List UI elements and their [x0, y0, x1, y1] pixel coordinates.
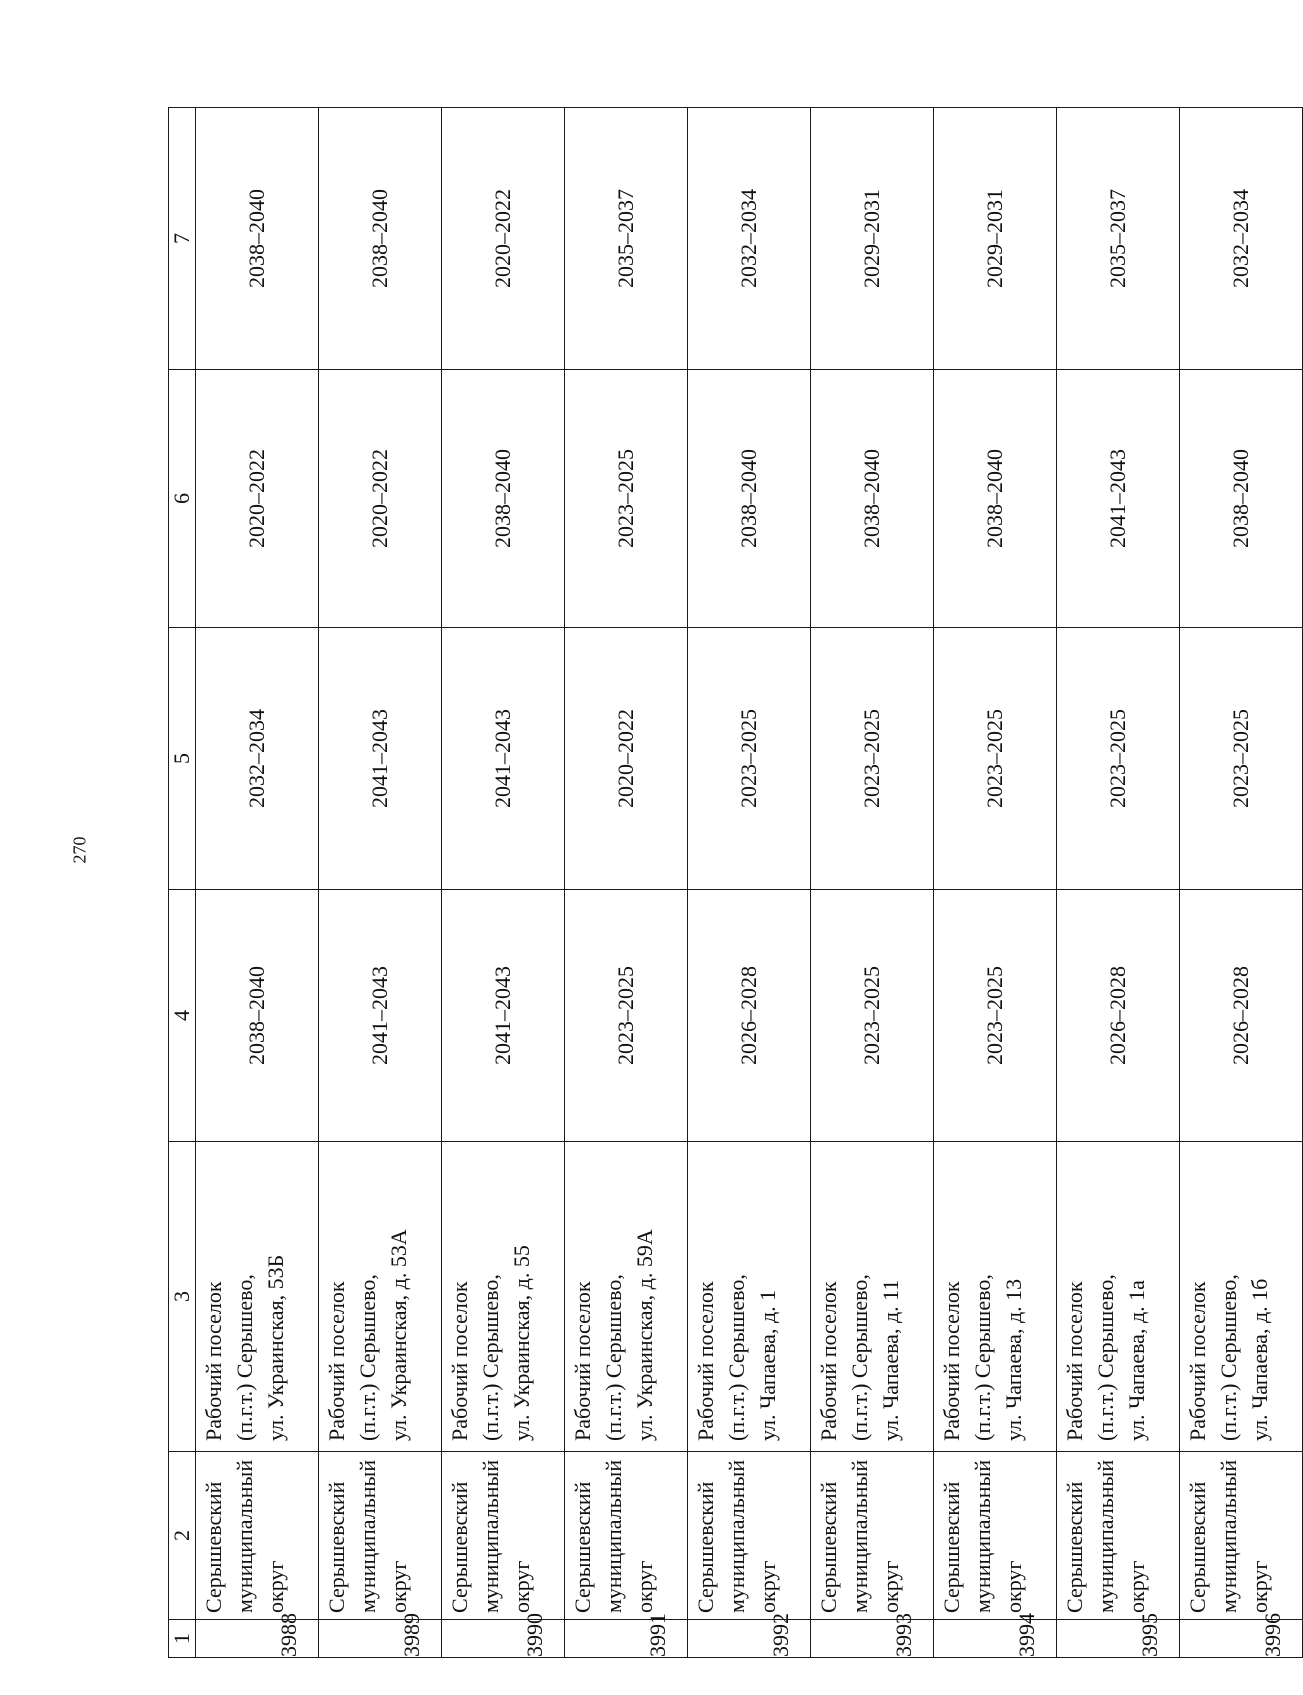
address-line: ул. Чапаева, д. 1: [755, 1289, 780, 1441]
period-cell-c6: 2020–2022: [319, 370, 442, 628]
address-cell: [934, 1142, 1057, 1452]
period-cell-c4: 2023–2025: [934, 890, 1057, 1142]
row-number-cell: 3993: [811, 1620, 934, 1658]
district-line: Серышевский: [447, 1481, 472, 1613]
address-cell: [1057, 1142, 1180, 1452]
district-line: Серышевский: [693, 1481, 718, 1613]
period-cell-c7: 2020–2022: [442, 108, 565, 370]
district-cell: [688, 1452, 811, 1620]
address-cell: [811, 1142, 934, 1452]
district-line: муниципальный: [355, 1459, 380, 1613]
district-cell: [811, 1452, 934, 1620]
period-cell-c4: 2026–2028: [688, 890, 811, 1142]
district-line: Серышевский: [1062, 1481, 1087, 1613]
address-line: ул. Украинская, д. 55: [509, 1245, 534, 1441]
period-cell-c6: 2020–2022: [196, 370, 319, 628]
period-cell-c6: 2038–2040: [811, 370, 934, 628]
period-cell-c4: 2041–2043: [442, 890, 565, 1142]
address-line: Рабочий поселок: [570, 1281, 595, 1441]
district-line: округ: [1247, 1560, 1272, 1613]
district-cell: [319, 1452, 442, 1620]
period-cell-c6: 2038–2040: [1180, 370, 1303, 628]
address-cell: [319, 1142, 442, 1452]
district-line: округ: [509, 1560, 534, 1613]
period-cell-c5: 2041–2043: [319, 628, 442, 890]
address-line: ул. Чапаева, д. 1а: [1124, 1280, 1149, 1441]
district-cell: [934, 1452, 1057, 1620]
row-number-cell: 3994: [934, 1620, 1057, 1658]
row-number-cell: 3989: [319, 1620, 442, 1658]
row-number-cell: 3990: [442, 1620, 565, 1658]
period-cell-c5: 2023–2025: [811, 628, 934, 890]
period-cell-c4: 2026–2028: [1057, 890, 1180, 1142]
period-cell-c4: 2026–2028: [1180, 890, 1303, 1142]
rotated-page-area: [168, 108, 1285, 1658]
period-cell-c5: 2020–2022: [565, 628, 688, 890]
schedule-table: [168, 107, 1303, 1658]
address-line: ул. Украинская, д. 53А: [386, 1229, 411, 1441]
district-line: Серышевский: [816, 1481, 841, 1613]
district-line: округ: [632, 1560, 657, 1613]
row-number-cell: 3996: [1180, 1620, 1303, 1658]
period-cell-c7: 2032–2034: [1180, 108, 1303, 370]
district-line: муниципальный: [1093, 1459, 1118, 1613]
address-line: Рабочий поселок: [939, 1281, 964, 1441]
district-line: муниципальный: [847, 1459, 872, 1613]
period-cell-c7: 2038–2040: [319, 108, 442, 370]
district-line: Серышевский: [1185, 1481, 1210, 1613]
district-line: округ: [755, 1560, 780, 1613]
district-line: Серышевский: [324, 1481, 349, 1613]
header-row: [169, 108, 196, 1658]
address-line: (п.г.т.) Серышево,: [847, 1274, 872, 1441]
period-cell-c5: 2023–2025: [1180, 628, 1303, 890]
header-cell-1: 1: [169, 1620, 196, 1658]
table-row: [934, 108, 1057, 1658]
address-cell: [196, 1142, 319, 1452]
address-line: Рабочий поселок: [201, 1281, 226, 1441]
district-line: муниципальный: [478, 1459, 503, 1613]
district-cell: [1057, 1452, 1180, 1620]
address-line: (п.г.т.) Серышево,: [1093, 1274, 1118, 1441]
period-cell-c6: 2023–2025: [565, 370, 688, 628]
district-line: муниципальный: [232, 1459, 257, 1613]
period-cell-c7: 2029–2031: [811, 108, 934, 370]
row-number-cell: 3991: [565, 1620, 688, 1658]
table-row: [319, 108, 442, 1658]
district-line: округ: [386, 1560, 411, 1613]
table-body: [196, 108, 1303, 1658]
address-line: (п.г.т.) Серышево,: [1216, 1274, 1241, 1441]
address-line: (п.г.т.) Серышево,: [970, 1274, 995, 1441]
district-line: округ: [878, 1560, 903, 1613]
district-line: муниципальный: [1216, 1459, 1241, 1613]
district-line: муниципальный: [970, 1459, 995, 1613]
table-row: [196, 108, 319, 1658]
period-cell-c5: 2023–2025: [688, 628, 811, 890]
district-line: муниципальный: [724, 1459, 749, 1613]
period-cell-c7: 2035–2037: [565, 108, 688, 370]
district-cell: [196, 1452, 319, 1620]
period-cell-c7: 2029–2031: [934, 108, 1057, 370]
header-cell-7: 7: [169, 108, 196, 370]
table-row: [442, 108, 565, 1658]
district-line: Серышевский: [201, 1481, 226, 1613]
address-cell: [565, 1142, 688, 1452]
table-container: [168, 108, 1285, 1658]
address-line: Рабочий поселок: [1062, 1281, 1087, 1441]
address-line: ул. Чапаева, д. 11: [878, 1279, 903, 1441]
district-line: округ: [1124, 1560, 1149, 1613]
address-line: Рабочий поселок: [324, 1281, 349, 1441]
row-number-cell: 3988: [196, 1620, 319, 1658]
address-cell: [442, 1142, 565, 1452]
district-line: муниципальный: [601, 1459, 626, 1613]
district-line: Серышевский: [570, 1481, 595, 1613]
table-row: [811, 108, 934, 1658]
period-cell-c5: 2023–2025: [934, 628, 1057, 890]
period-cell-c7: 2035–2037: [1057, 108, 1180, 370]
district-cell: [1180, 1452, 1303, 1620]
header-cell-6: 6: [169, 370, 196, 628]
table-row: [1057, 108, 1180, 1658]
period-cell-c5: 2032–2034: [196, 628, 319, 890]
district-cell: [442, 1452, 565, 1620]
period-cell-c6: 2038–2040: [934, 370, 1057, 628]
address-line: ул. Чапаева, д. 1б: [1247, 1278, 1272, 1441]
address-cell: [688, 1142, 811, 1452]
period-cell-c4: 2038–2040: [196, 890, 319, 1142]
address-line: ул. Украинская, д. 59А: [632, 1229, 657, 1441]
header-cell-3: 3: [169, 1142, 196, 1452]
table-row: [565, 108, 688, 1658]
page-number: 270: [69, 836, 90, 864]
address-line: (п.г.т.) Серышево,: [232, 1274, 257, 1441]
district-line: округ: [263, 1560, 288, 1613]
header-cell-4: 4: [169, 890, 196, 1142]
header-cell-2: 2: [169, 1452, 196, 1620]
period-cell-c4: 2023–2025: [811, 890, 934, 1142]
period-cell-c7: 2032–2034: [688, 108, 811, 370]
address-line: Рабочий поселок: [447, 1281, 472, 1441]
table-row: [688, 108, 811, 1658]
period-cell-c5: 2041–2043: [442, 628, 565, 890]
period-cell-c5: 2023–2025: [1057, 628, 1180, 890]
address-cell: [1180, 1142, 1303, 1452]
address-line: (п.г.т.) Серышево,: [478, 1274, 503, 1441]
address-line: ул. Чапаева, д. 13: [1001, 1278, 1026, 1441]
address-line: Рабочий поселок: [816, 1281, 841, 1441]
district-cell: [565, 1452, 688, 1620]
row-number-cell: 3992: [688, 1620, 811, 1658]
district-line: Серышевский: [939, 1481, 964, 1613]
row-number-cell: 3995: [1057, 1620, 1180, 1658]
period-cell-c4: 2041–2043: [319, 890, 442, 1142]
address-line: (п.г.т.) Серышево,: [724, 1274, 749, 1441]
district-line: округ: [1001, 1560, 1026, 1613]
header-cell-5: 5: [169, 628, 196, 890]
address-line: Рабочий поселок: [1185, 1281, 1210, 1441]
address-line: Рабочий поселок: [693, 1281, 718, 1441]
period-cell-c6: 2038–2040: [442, 370, 565, 628]
address-line: (п.г.т.) Серышево,: [601, 1274, 626, 1441]
period-cell-c6: 2041–2043: [1057, 370, 1180, 628]
period-cell-c6: 2038–2040: [688, 370, 811, 628]
period-cell-c4: 2023–2025: [565, 890, 688, 1142]
address-line: (п.г.т.) Серышево,: [355, 1274, 380, 1441]
address-line: ул. Украинская, 53Б: [263, 1254, 288, 1441]
table-row: [1180, 108, 1303, 1658]
period-cell-c7: 2038–2040: [196, 108, 319, 370]
